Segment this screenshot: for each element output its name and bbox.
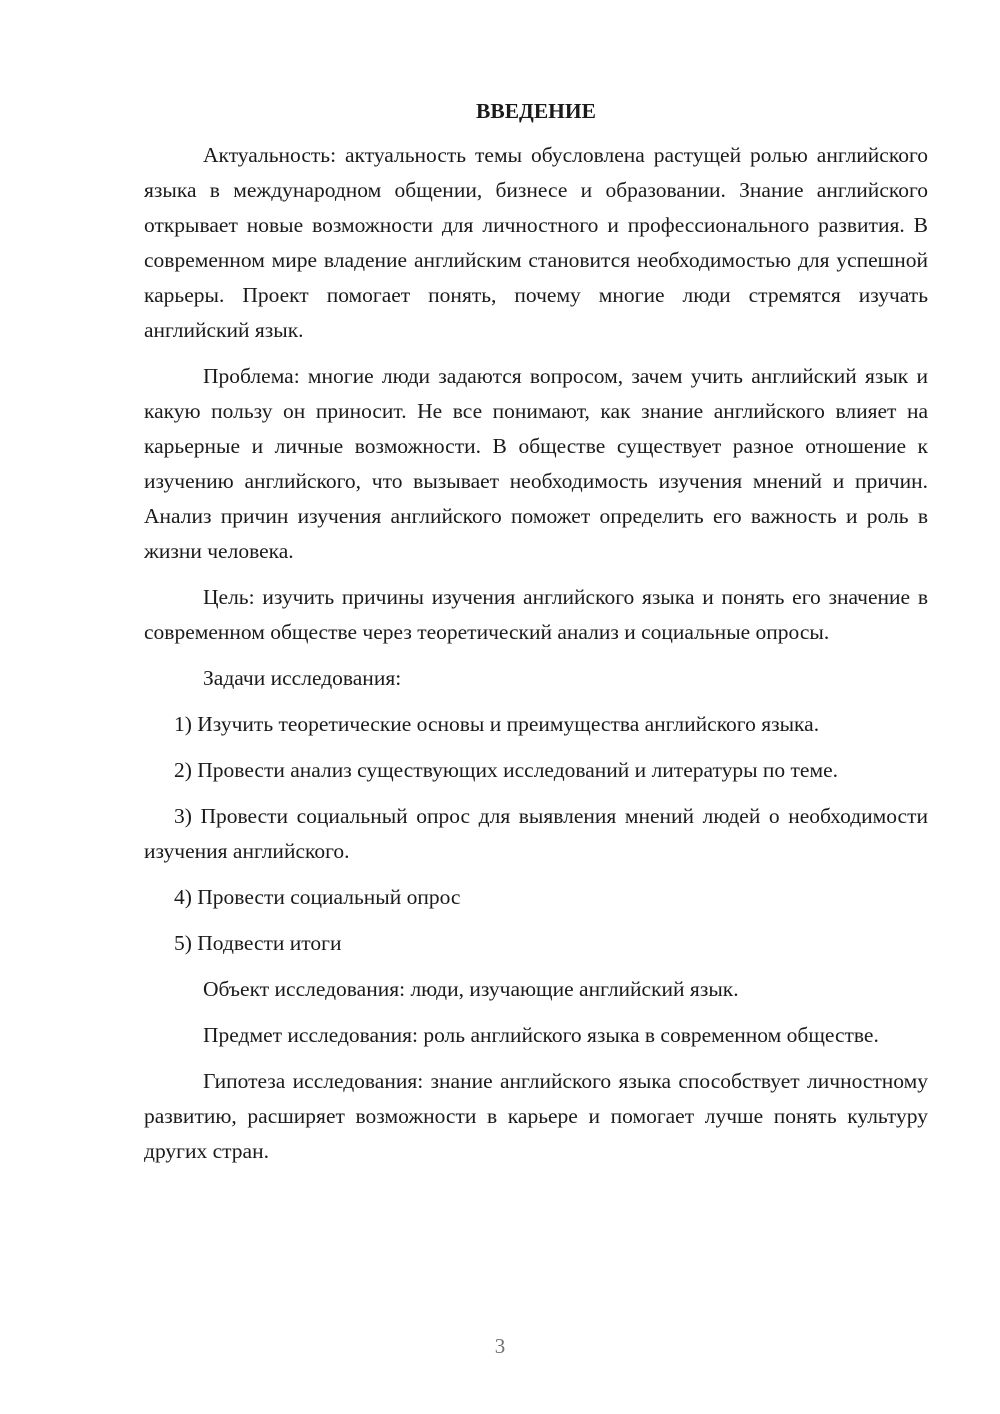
goal-paragraph: Цель: изучить причины изучения английского языка и понять его значение в современном обществе через теоретический анализ и социальные опросы. [144,585,928,644]
document-body [144,96,928,1180]
page-number: 3 [494,1334,506,1358]
subject-paragraph: Предмет исследования: роль английского языка в современном обществе. [203,1023,879,1047]
task-item-2: 2) Провести анализ существующих исследований и литературы по теме. [174,758,839,782]
object-paragraph: Объект исследования: люди, изучающие английский язык. [203,977,739,1001]
task-item-3: 3) Провести социальный опрос для выявления мнений людей о необходимости изучения английского. [144,804,928,863]
task-item-5: 5) Подвести итоги [174,931,342,955]
problem-paragraph: Проблема: многие люди задаются вопросом, зачем учить английский язык и какую пользу он приносит. Не все понимают, как знание английского влияет на карьерные и личные возможности. В обществе существует разное отношение к изучению английского, что вызывает необходимость изучения мнений и причин. Анализ причин изучения английского поможет определить его важность и роль в жизни человека. [144,364,928,563]
task-item-4: 4) Провести социальный опрос [174,885,461,909]
hypothesis-paragraph: Гипотеза исследования: знание английского языка способствует личностному развитию, расширяет возможности в карьере и помогает лучше понять культуру других стран. [144,1069,928,1163]
task-item-1: 1) Изучить теоретические основы и преимущества английского языка. [174,712,820,736]
tasks-heading: Задачи исследования: [203,666,402,690]
section-title: ВВЕДЕНИЕ [476,99,596,123]
relevance-paragraph: Актуальность: актуальность темы обусловлена растущей ролью английского языка в международном общении, бизнесе и образовании. Знание английского открывает новые возможности для личностного и профессионального развития. В современном мире владение английским становится необходимостью для успешной карьеры. Проект помогает понять, почему многие люди стремятся изучать английский язык. [144,143,928,342]
